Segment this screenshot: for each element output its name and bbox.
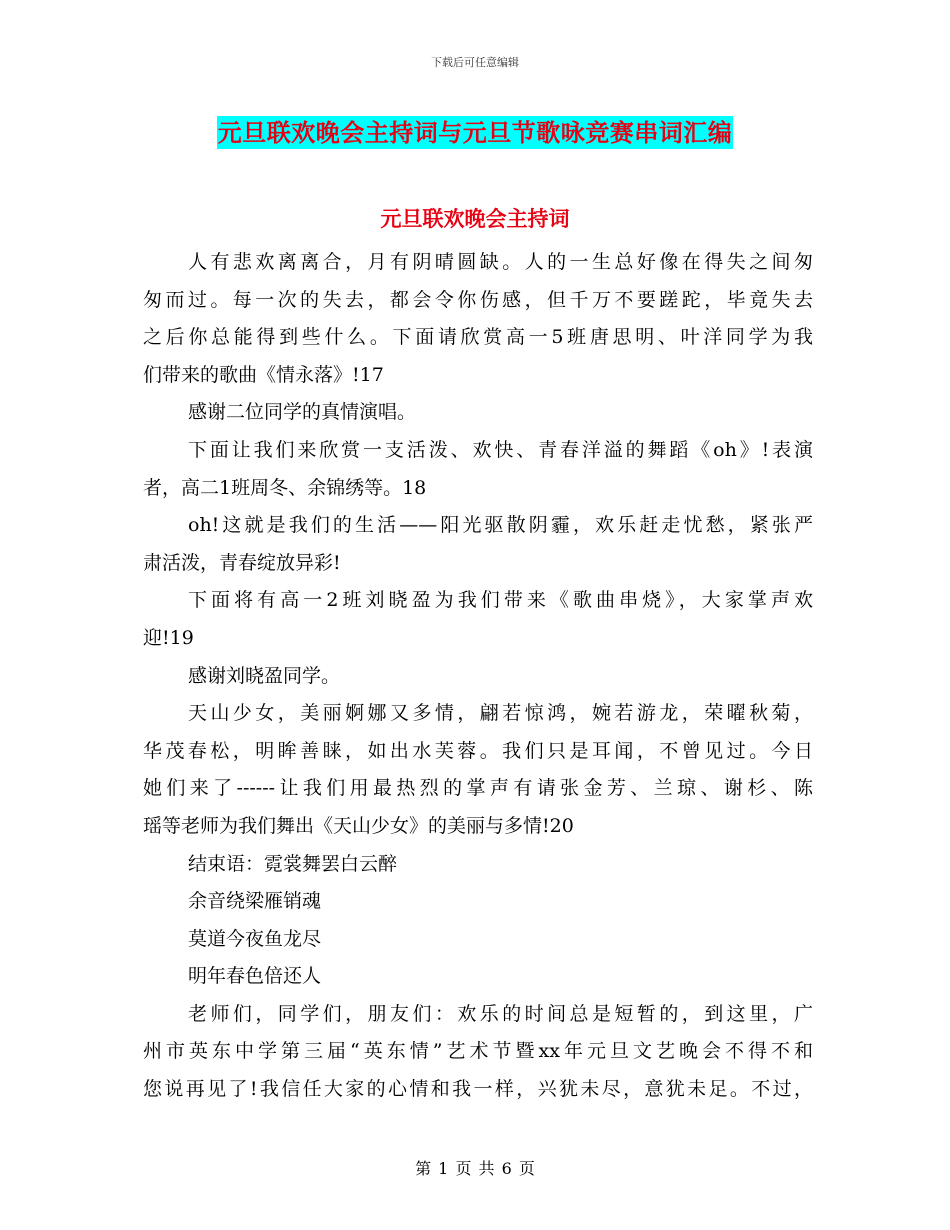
text-line: 您说再见了!我信任大家的心情和我一样，兴犹未尽，意犹未足。不过， (143, 1078, 813, 1101)
text-line: 华茂春松，明眸善睐，如出水芙蓉。我们只是耳闻，不曾见过。今日 (143, 739, 813, 762)
text-line: 匆而过。每一次的失去，都会令你伤感，但千万不要蹉跎，毕竟失去 (143, 288, 813, 311)
text-line: oh!这就是我们的生活——阳光驱散阴霾，欢乐赶走忧愁，紧张严 (188, 514, 813, 537)
document-title (0, 113, 950, 148)
text-line: 下面将有高一2班刘晓盈为我们带来《歌曲串烧》，大家掌声欢 (188, 589, 813, 612)
text-line: 结束语：霓裳舞罢白云醉 (188, 852, 398, 875)
text-line: 者，高二1班周冬、余锦绣等。18 (143, 476, 427, 499)
document-title-text: 元旦联欢晚会主持词与元旦节歌咏竞赛串词汇编 (217, 118, 733, 147)
text-line: 老师们，同学们，朋友们：欢乐的时间总是短暂的，到这里，广 (188, 1002, 813, 1025)
body-text (143, 244, 813, 1109)
text-line: 天山少女，美丽婀娜又多情，翩若惊鸿，婉若游龙，荣曜秋菊， (188, 702, 813, 725)
text-line: 余音绕梁雁销魂 (188, 890, 322, 913)
section-title: 元旦联欢晚会主持词 (380, 206, 570, 231)
text-line: 迎!19 (143, 626, 194, 649)
text-line: 人有悲欢离离合，月有阴晴圆缺。人的一生总好像在得失之间匆 (188, 251, 813, 273)
text-line: 明年春色倍还人 (188, 965, 322, 988)
text-line: 感谢刘晓盈同学。 (188, 664, 341, 687)
text-line: 之后你总能得到些什么。下面请欣赏高一5班唐思明、叶洋同学为我 (143, 326, 813, 349)
text-line: 瑶等老师为我们舞出《天山少女》的美丽与多情!20 (143, 814, 574, 837)
text-line: 她们来了------让我们用最热烈的掌声有请张金芳、兰琼、谢杉、陈 (143, 777, 813, 800)
text-line: 感谢二位同学的真情演唱。 (188, 401, 417, 424)
page-footer: 第 1 页 共 6 页 (415, 1159, 535, 1178)
text-line: 们带来的歌曲《情永落》!17 (143, 363, 384, 386)
text-line: 莫道今夜鱼龙尽 (188, 927, 322, 950)
text-line: 州市英东中学第三届“英东情”艺术节暨xx年元旦文艺晚会不得不和 (143, 1040, 813, 1063)
text-line: 下面让我们来欣赏一支活泼、欢快、青春洋溢的舞蹈《oh》!表演 (188, 438, 813, 461)
header-note: 下载后可任意编辑 (431, 56, 519, 69)
text-line: 肃活泼，青春绽放异彩! (143, 551, 341, 574)
